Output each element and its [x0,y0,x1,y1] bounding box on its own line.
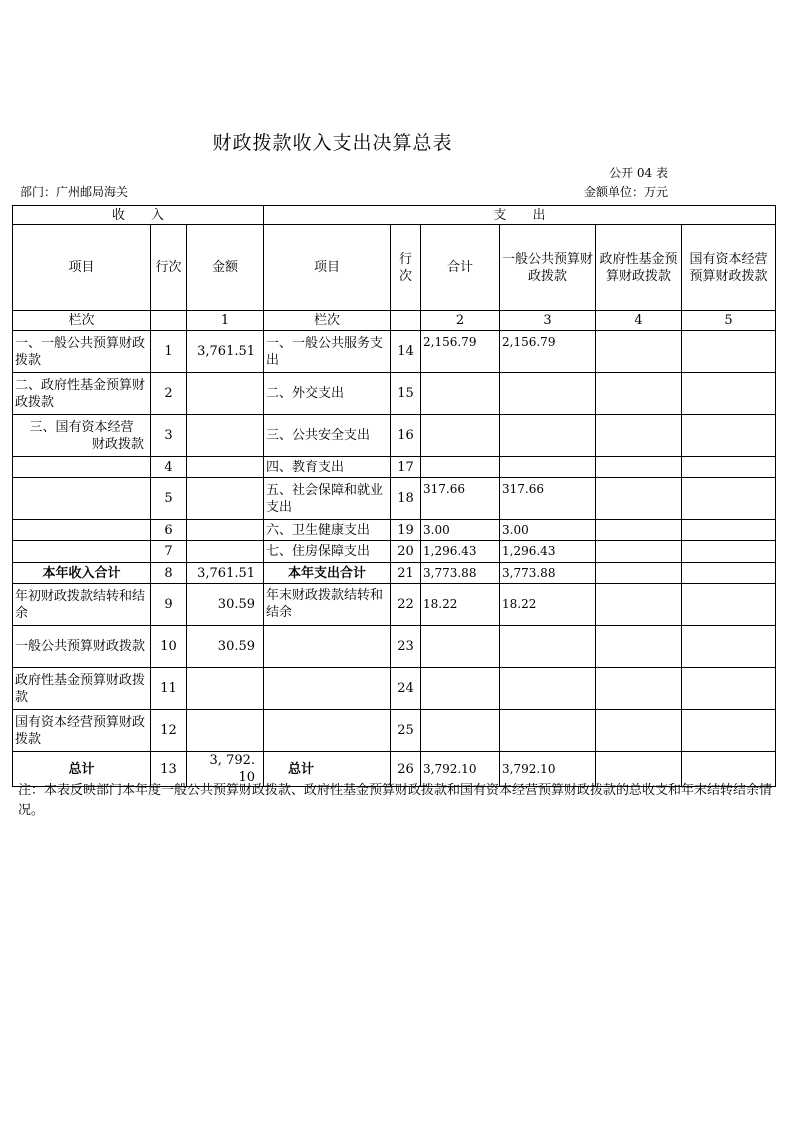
income-item [13,457,151,478]
expense-total: 3.00 [421,520,500,541]
income-item: 年初财政拨款结转和结余 [13,584,151,626]
expense-item: 一、一般公共服务支出 [264,331,391,373]
expense-total [421,626,500,668]
income-item [13,541,151,563]
income-subtotal-label: 本年收入合计 [13,563,151,584]
column-index-label: 栏次 [13,311,151,331]
income-item [13,478,151,520]
expense-fund [596,478,682,520]
income-rowno-header: 行次 [151,225,187,311]
expense-general [500,457,596,478]
income-amount [187,415,264,457]
report-title: 财政拨款收入支出决算总表 [212,132,453,154]
expense-general: 3,792.10 [500,752,596,787]
income-item-line1: 三、国有资本经营 [29,419,134,435]
expense-general: 1,296.43 [500,541,596,563]
expense-item [264,626,391,668]
income-item: 国有资本经营预算财政拨款 [13,710,151,752]
expense-row-no: 22 [391,584,421,626]
table-row [13,563,776,584]
expense-item [264,668,391,710]
expense-row-no: 25 [391,710,421,752]
expense-item: 二、外交支出 [264,373,391,415]
income-amount-header: 金额 [187,225,264,311]
column-index-2: 2 [421,311,500,331]
expense-general [500,415,596,457]
expense-item: 六、卫生健康支出 [264,520,391,541]
income-amount: 3,761.51 [187,331,264,373]
table-row [13,520,776,541]
expense-total [421,457,500,478]
expense-item: 四、教育支出 [264,457,391,478]
table-row [13,478,776,520]
expense-state [682,373,776,415]
expense-state [682,415,776,457]
expense-state [682,541,776,563]
expense-grand-total-label: 总计 [264,752,391,787]
expense-rowno-header: 行次 [391,225,421,311]
expense-row-no: 24 [391,668,421,710]
expense-row-no: 15 [391,373,421,415]
expense-state [682,710,776,752]
expense-state [682,668,776,710]
expense-total: 3,773.88 [421,563,500,584]
general-budget-header: 一般公共预算财政拨款 [500,225,596,311]
income-row-no: 4 [151,457,187,478]
expense-total [421,710,500,752]
column-index-3: 3 [500,311,596,331]
expense-general: 3.00 [500,520,596,541]
form-number: 公开 04 表 [609,166,668,180]
expense-general: 18.22 [500,584,596,626]
income-item [13,520,151,541]
expense-total: 2,156.79 [421,331,500,373]
table-row [13,457,776,478]
income-item: 一、一般公共预算财政拨款 [13,331,151,373]
income-amount: 3,761.51 [187,563,264,584]
expense-general [500,373,596,415]
expense-total: 1,296.43 [421,541,500,563]
expense-item-header: 项目 [264,225,391,311]
table-row [13,541,776,563]
column-index-1: 1 [187,311,264,331]
income-amount: 3, 792. 10 [187,752,264,787]
income-amount: 30.59 [187,626,264,668]
expense-total: 3,792.10 [421,752,500,787]
income-row-no: 11 [151,668,187,710]
expense-state [682,331,776,373]
table-footnote: 注：本表反映部门本年度一般公共预算财政拨款、政府性基金预算财政拨款和国有资本经营预算财政拨款的总收支和年末结转结余情况。 [18,783,773,818]
expense-item: 年末财政拨款结转和结余 [264,584,391,626]
expense-subtotal-label: 本年支出合计 [264,563,391,584]
amount-unit-label: 金额单位：万元 [583,185,668,199]
expense-fund [596,415,682,457]
income-amount [187,520,264,541]
income-row-no: 3 [151,415,187,457]
expense-state [682,584,776,626]
income-amount [187,373,264,415]
income-item: 二、政府性基金预算财政拨款 [13,373,151,415]
column-index-label: 栏次 [264,311,391,331]
expense-general [500,710,596,752]
income-item: 一般公共预算财政拨款 [13,626,151,668]
income-item-line2: 财政拨款 [91,436,144,452]
table-row [13,373,776,415]
expense-general [500,626,596,668]
column-index-5: 5 [682,311,776,331]
income-amount [187,668,264,710]
expense-state [682,626,776,668]
income-row-no: 9 [151,584,187,626]
expense-state [682,520,776,541]
expense-fund [596,520,682,541]
state-capital-header: 国有资本经营预算财政拨款 [682,225,776,311]
income-row-no: 10 [151,626,187,668]
income-grand-total-label: 总计 [13,752,151,787]
income-row-no: 13 [151,752,187,787]
expense-fund [596,710,682,752]
expense-general: 2,156.79 [500,331,596,373]
expense-state [682,457,776,478]
expense-total [421,373,500,415]
total-header: 合计 [421,225,500,311]
income-row-no: 1 [151,331,187,373]
expense-row-no: 19 [391,520,421,541]
expense-state [682,478,776,520]
expense-fund [596,457,682,478]
expense-row-no: 14 [391,331,421,373]
table-row [13,331,776,373]
expense-total: 18.22 [421,584,500,626]
income-header: 收 入 [13,206,264,225]
expense-fund [596,584,682,626]
expense-general: 3,773.88 [500,563,596,584]
table-row [13,626,776,668]
income-item [13,415,151,457]
expense-row-no: 16 [391,415,421,457]
expense-fund [596,668,682,710]
expense-fund [596,373,682,415]
income-row-no: 8 [151,563,187,584]
expense-item: 五、社会保障和就业支出 [264,478,391,520]
income-amount: 30.59 [187,584,264,626]
expense-header: 支 出 [264,206,776,225]
income-item-header: 项目 [13,225,151,311]
fund-budget-header: 政府性基金预算财政拨款 [596,225,682,311]
department-label: 部门：广州邮局海关 [20,185,129,199]
income-row-no: 2 [151,373,187,415]
income-amount [187,710,264,752]
income-item: 政府性基金预算财政拨款 [13,668,151,710]
expense-item [264,710,391,752]
income-row-no: 5 [151,478,187,520]
table-row [13,584,776,626]
expense-total [421,668,500,710]
expense-row-no: 18 [391,478,421,520]
table-row [13,668,776,710]
income-amount [187,478,264,520]
expense-general [500,668,596,710]
column-index-cell [391,311,421,331]
column-index-cell [151,311,187,331]
expense-fund [596,626,682,668]
expense-item: 三、公共安全支出 [264,415,391,457]
income-row-no: 6 [151,520,187,541]
table-row [13,415,776,457]
table-row [13,710,776,752]
expense-row-no: 23 [391,626,421,668]
expense-row-no: 21 [391,563,421,584]
expense-row-no: 20 [391,541,421,563]
expense-state [682,563,776,584]
expense-row-no: 17 [391,457,421,478]
expense-fund [596,331,682,373]
expense-item: 七、住房保障支出 [264,541,391,563]
column-index-4: 4 [596,311,682,331]
income-row-no: 12 [151,710,187,752]
income-row-no: 7 [151,541,187,563]
expense-fund [596,563,682,584]
expense-general: 317.66 [500,478,596,520]
expense-row-no: 26 [391,752,421,787]
expense-total: 317.66 [421,478,500,520]
fiscal-summary-table [12,205,776,787]
expense-total [421,415,500,457]
expense-fund [596,541,682,563]
income-amount [187,457,264,478]
income-amount [187,541,264,563]
